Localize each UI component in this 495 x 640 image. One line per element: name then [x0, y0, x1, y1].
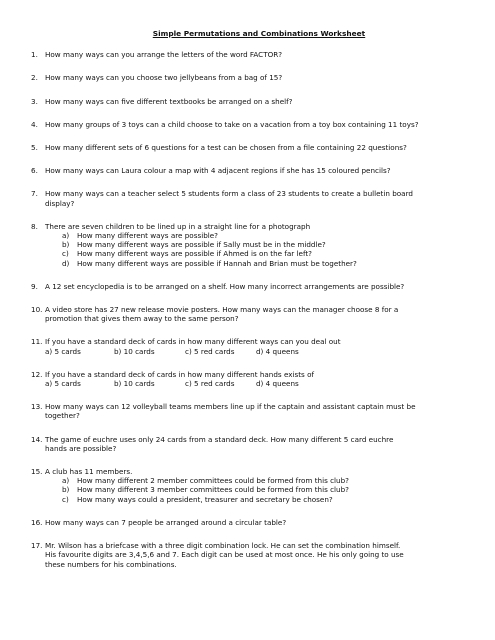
question-number: 9. — [31, 281, 38, 291]
answer-options — [45, 379, 473, 388]
question-number: 7. — [31, 189, 38, 199]
sub-question-text: How many different 2 member committees could be formed from this club? — [77, 476, 349, 486]
sub-question-label: c) — [62, 494, 69, 504]
question-text-line: How many ways can a teacher select 5 students form a class of 23 students to create a bulletin board — [45, 189, 413, 199]
question-number: 6. — [31, 166, 38, 176]
sub-question-text: How many different ways are possible if Ahmed is on the far left? — [77, 249, 312, 259]
question-text-line: How many different sets of 6 questions for a test can be chosen from a file containing 22 questions? — [45, 143, 407, 153]
sub-question-text: How many different ways are possible? — [77, 231, 218, 241]
question-text-line: How many ways can you choose two jellybeans from a bag of 15? — [45, 73, 283, 83]
question-number: 2. — [31, 73, 38, 83]
question-text-line: promotion that gives them away to the same person? — [45, 314, 239, 324]
question-text-line: A 12 set encyclopedia is to be arranged on a shelf. How many incorrect arrangements are possible? — [45, 281, 405, 291]
sub-question — [45, 231, 473, 240]
sub-question-label: c) — [62, 249, 69, 259]
sub-question-label: b) — [62, 240, 70, 250]
question-text-line: How many ways can Laura colour a map with 4 adjacent regions if she has 15 coloured pencils? — [45, 166, 391, 176]
answer-options — [45, 347, 473, 356]
sub-question-label: a) — [62, 231, 70, 241]
question-text-line: How many ways can five different textbooks be arranged on a shelf? — [45, 96, 293, 106]
sub-question-label: a) — [62, 476, 70, 486]
answer-option: a) 5 cards — [45, 379, 81, 389]
question-number: 16. — [31, 517, 43, 527]
question-text-line: together? — [45, 411, 80, 421]
sub-question-text: How many ways could a president, treasurer and secretary be chosen? — [77, 494, 333, 504]
question-1 — [31, 50, 473, 59]
question-4 — [31, 120, 473, 129]
question-number: 3. — [31, 96, 38, 106]
question-number: 17. — [31, 541, 43, 551]
sub-question-text: How many different ways are possible if Sally must be in the middle? — [77, 240, 326, 250]
answer-option: d) 4 queens — [256, 379, 299, 389]
question-text-line: A video store has 27 new release movie posters. How many ways can the manager choose 8 for a — [45, 305, 399, 315]
worksheet-title: Simple Permutations and Combinations Worksheet — [152, 29, 366, 38]
answer-option: a) 5 cards — [45, 346, 81, 356]
question-number: 1. — [31, 50, 38, 60]
question-7 — [31, 189, 473, 207]
question-text-line: display? — [45, 198, 75, 208]
question-number: 12. — [31, 369, 43, 379]
question-8 — [31, 222, 473, 268]
sub-question — [45, 259, 473, 268]
question-number: 14. — [31, 434, 43, 444]
question-text-line: Mr. Wilson has a briefcase with a three digit combination lock. He can set the combination himself. — [45, 541, 401, 551]
answer-option: b) 10 cards — [114, 379, 155, 389]
sub-question-text: How many different ways are possible if Hannah and Brian must be together? — [77, 258, 357, 268]
sub-question — [45, 249, 473, 258]
question-9 — [31, 282, 473, 291]
answer-option: c) 5 red cards — [185, 379, 235, 389]
question-text-line: hands are possible? — [45, 443, 117, 453]
sub-question — [45, 476, 473, 485]
question-number: 10. — [31, 305, 43, 315]
answer-option: d) 4 queens — [256, 346, 299, 356]
question-15 — [31, 467, 473, 504]
answer-option: c) 5 red cards — [185, 346, 235, 356]
sub-question — [45, 240, 473, 249]
question-number: 15. — [31, 467, 43, 477]
question-2 — [31, 73, 473, 82]
question-text-line: A club has 11 members. — [45, 467, 133, 477]
sub-question — [45, 485, 473, 494]
question-number: 11. — [31, 337, 43, 347]
question-text-line: If you have a standard deck of cards in how many different hands exists of — [45, 369, 315, 379]
question-11 — [31, 337, 473, 355]
question-13 — [31, 402, 473, 420]
question-number: 13. — [31, 402, 43, 412]
question-text-line: His favourite digits are 3,4,5,6 and 7. Each digit can be used at most once. He his only going to use — [45, 550, 404, 560]
sub-question-label: d) — [62, 258, 70, 268]
sub-question-label: b) — [62, 485, 70, 495]
question-text-line: How many ways can 12 volleyball teams members line up if the captain and assistant captain must be — [45, 402, 416, 412]
question-12 — [31, 370, 473, 388]
question-3 — [31, 97, 473, 106]
question-17 — [31, 541, 473, 569]
question-6 — [31, 166, 473, 175]
question-number: 5. — [31, 143, 38, 153]
question-text-line: If you have a standard deck of cards in how many different ways can you deal out — [45, 337, 341, 347]
question-text-line: There are seven children to be lined up in a straight line for a photograph — [45, 221, 311, 231]
question-text-line: How many ways can you arrange the letters of the word FACTOR? — [45, 50, 283, 60]
sub-question-text: How many different 3 member committees could be formed from this club? — [77, 485, 349, 495]
question-text-line: How many ways can 7 people be arranged around a circular table? — [45, 517, 287, 527]
question-16 — [31, 518, 473, 527]
question-text-line: How many groups of 3 toys can a child choose to take on a vacation from a toy box containing 11 toys? — [45, 119, 419, 129]
question-list — [31, 50, 473, 569]
question-5 — [31, 143, 473, 152]
question-number: 4. — [31, 119, 38, 129]
question-14 — [31, 435, 473, 453]
answer-option: b) 10 cards — [114, 346, 155, 356]
question-text-line: these numbers for his combinations. — [45, 559, 177, 569]
question-10 — [31, 305, 473, 323]
question-text-line: The game of euchre uses only 24 cards from a standard deck. How many different 5 card euchre — [45, 434, 394, 444]
sub-question — [45, 495, 473, 504]
question-number: 8. — [31, 221, 38, 231]
